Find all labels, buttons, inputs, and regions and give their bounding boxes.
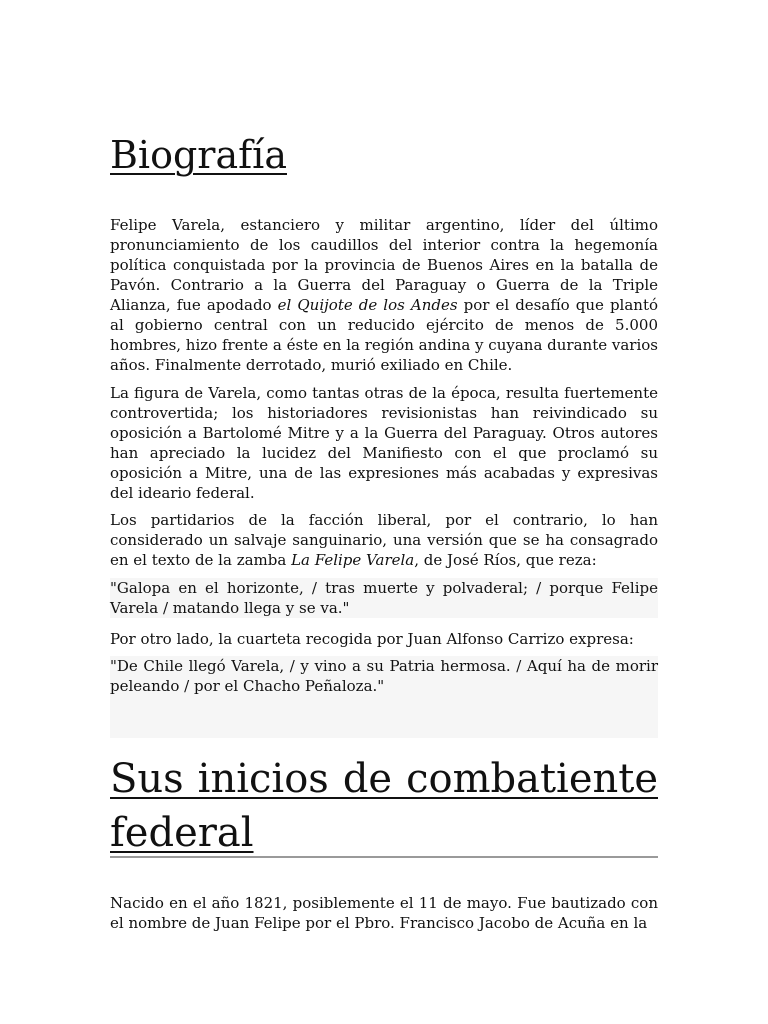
paragraph-liberal-view (110, 510, 658, 570)
paragraph-cuarteta-intro: Por otro lado, la cuarteta recogida por Juan Alfonso Carrizo expresa: (110, 630, 634, 648)
paragraph-intro-text-end: por el desafío que plantó al gobierno central con un reducido ejército de menos de 5.000 hombres, hizo frente a éste en la región andina y cuyana durante varios años. Finalmente derrotado, murió exiliado en Chile. (110, 296, 659, 374)
quote-cuarteta: "De Chile llegó Varela, / y vino a su Patria hermosa. / Aquí ha de morir peleando / por el Chacho Peñaloza." (110, 656, 658, 738)
paragraph-intro-text: Felipe Varela, estanciero y militar argentino, líder del último pronunciamiento de los caudillos del interior contra la hegemonía política conquistada por la provincia de Buenos Aires en la batalla de Pavón. Contrario a la Guerra del Paraguay o Guerra de la Triple Alianza, fue apodado (110, 216, 658, 314)
heading-biografia: Biografía (110, 133, 287, 177)
paragraph-liberal-text-end: , de José Ríos, que reza: (414, 551, 597, 569)
paragraph-controversy: La figura de Varela, como tantas otras de la época, resulta fuertemente controvertida; los historiadores revisionistas han reivindicado su oposición a Bartolomé Mitre y a la Guerra del Paraguay. Otros autores han apreciado la lucidez del Manifiesto con el que proclamó su oposición a Mitre, una de las expresiones más acabadas y expresivas del ideario federal. (110, 384, 658, 502)
heading-inicios-combatiente: Sus inicios de combatiente federal (110, 756, 658, 856)
paragraph-intro (110, 215, 658, 375)
nickname-italic: el Quijote de los Andes (277, 296, 458, 314)
paragraph-birth: Nacido en el año 1821, posiblemente el 11 de mayo. Fue bautizado con el nombre de Juan Felipe por el Pbro. Francisco Jacobo de Acuña en la (110, 894, 658, 932)
paragraph-liberal-text: Los partidarios de la facción liberal, por el contrario, lo han considerado un salvaje sanguinario, una versión que se ha consagrado en el texto de la zamba (110, 511, 658, 569)
quote-zamba: "Galopa en el horizonte, / tras muerte y polvaderal; / porque Felipe Varela / matando llega y se va." (110, 579, 658, 617)
zamba-title-italic: La Felipe Varela (291, 551, 415, 569)
heading-divider (110, 856, 658, 858)
